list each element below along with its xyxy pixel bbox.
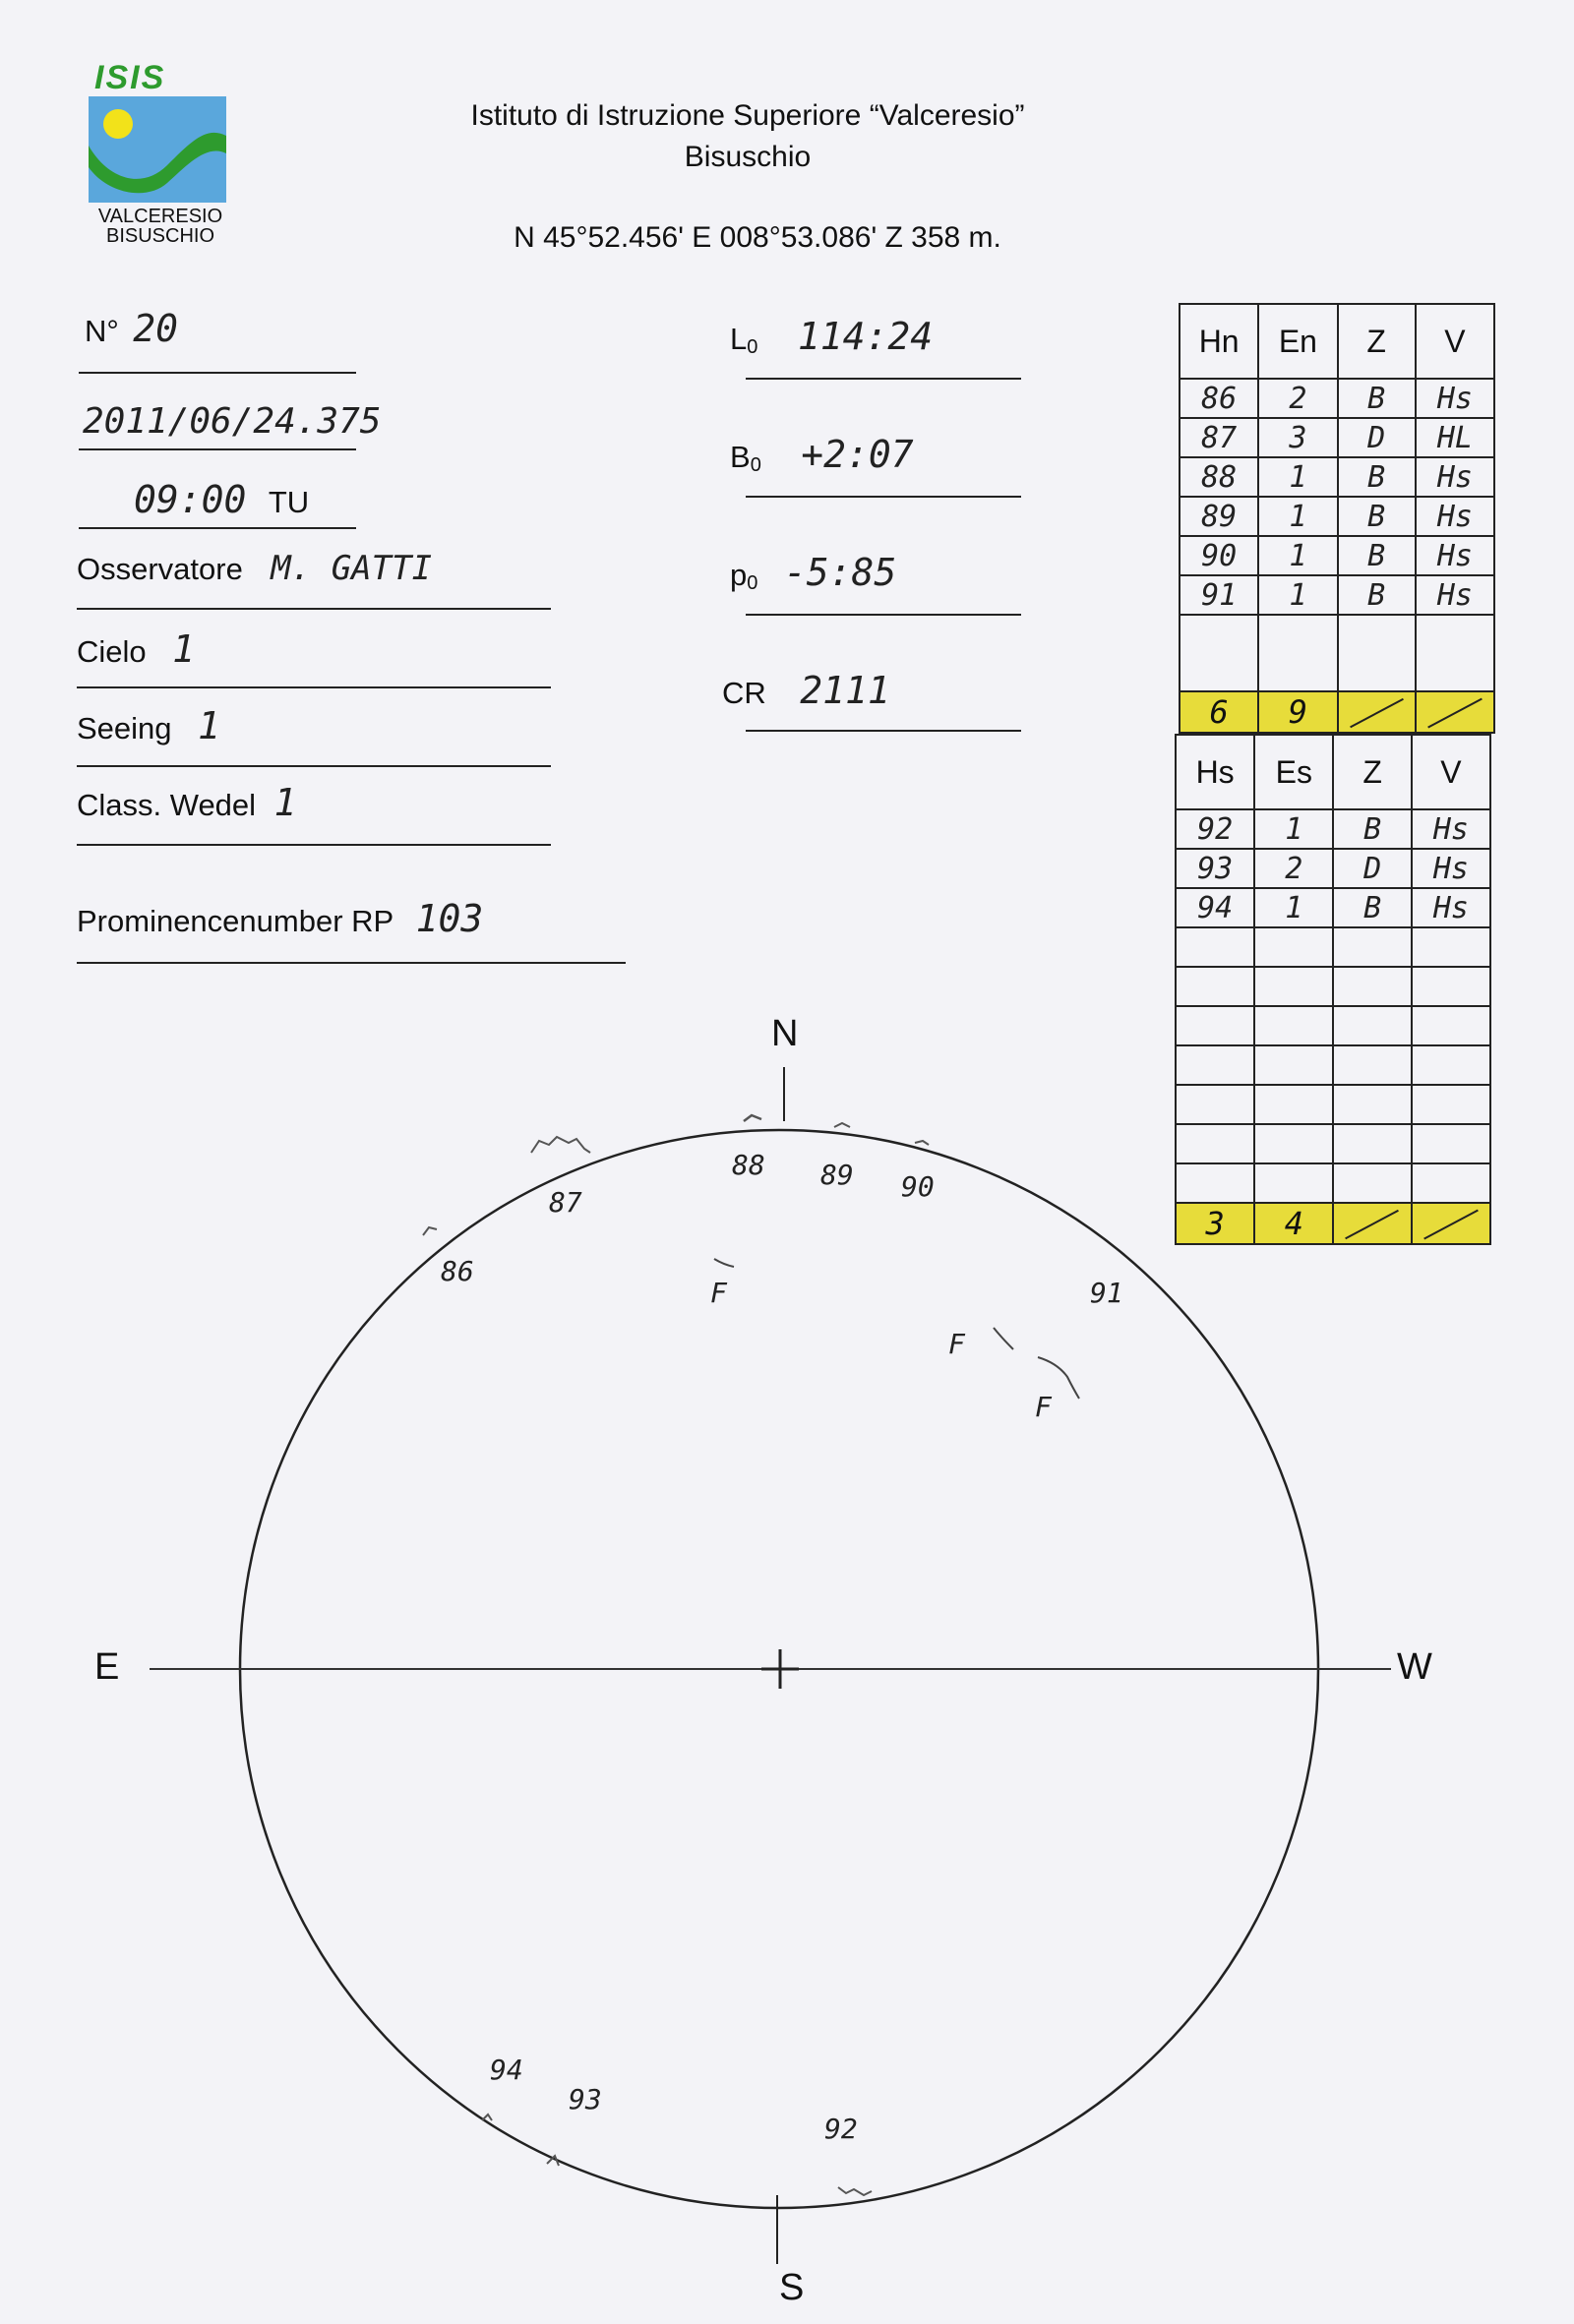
wedel-value: 1 (273, 781, 297, 824)
header-v: V (1412, 735, 1490, 809)
header-z: Z (1333, 735, 1411, 809)
prominence-label-89: 89 (820, 1159, 854, 1191)
sky-value: 1 (172, 627, 195, 671)
b0-subscript: 0 (750, 454, 761, 477)
prominence-label-94: 94 (490, 2054, 523, 2086)
l0-value: 114:24 (797, 315, 934, 358)
l0-subscript: 0 (747, 336, 758, 359)
filament-label: F (710, 1277, 727, 1309)
cr-label: CR (722, 676, 766, 710)
cell: B (1338, 536, 1416, 575)
cell: Hs (1416, 457, 1494, 497)
p0-value: -5:85 (783, 551, 897, 594)
institute-town: Bisuschio (684, 141, 812, 173)
observation-date: 2011/06/24.375 (83, 401, 382, 442)
cell: Hs (1416, 379, 1494, 418)
cell: B (1333, 809, 1411, 849)
prominence-sketch (834, 1123, 850, 1127)
header-es: Es (1254, 735, 1333, 809)
l0-label: L (730, 322, 748, 356)
station-coordinates: N 45°52.456' E 008°53.086' Z 358 m. (514, 221, 1001, 254)
prominence-label-87: 87 (549, 1186, 582, 1219)
time-unit: TU (268, 485, 310, 519)
cell: D (1333, 849, 1411, 888)
cell: 92 (1176, 809, 1254, 849)
cell: Hs (1416, 536, 1494, 575)
prominence-sketch (744, 1115, 761, 1121)
observer-label: Osservatore (77, 552, 243, 586)
filament-label: F (948, 1328, 965, 1360)
seeing-label: Seeing (77, 711, 172, 745)
cell: 1 (1258, 536, 1337, 575)
prominence-label-91: 91 (1090, 1277, 1123, 1309)
b0-value: +2:07 (801, 433, 914, 476)
cr-value: 2111 (800, 669, 890, 712)
cell: 2 (1254, 849, 1333, 888)
header-hs: Hs (1176, 735, 1254, 809)
filament-sketch (714, 1259, 734, 1267)
number-value: 20 (133, 307, 179, 350)
total-hn: 6 (1180, 691, 1258, 733)
cell: B (1333, 888, 1411, 927)
logo-line1: VALCERESIO (97, 206, 223, 227)
cell: 89 (1180, 497, 1258, 536)
cell: HL (1416, 418, 1494, 457)
total-es: 4 (1254, 1203, 1333, 1244)
compass-west: W (1397, 1646, 1432, 1688)
compass-south: S (779, 2267, 805, 2308)
p0-subscript: 0 (747, 572, 758, 595)
number-label: N° (85, 314, 119, 348)
cell: 3 (1258, 418, 1337, 457)
rp-label: Prominencenumber RP (77, 904, 394, 938)
logo-line2: BISUSCHIO (105, 225, 215, 247)
cell: 1 (1258, 575, 1337, 615)
logo-wordmark: ISIS (94, 59, 166, 96)
cell: 1 (1254, 888, 1333, 927)
compass-east: E (94, 1646, 120, 1688)
filament-sketch (994, 1328, 1013, 1349)
cell: Hs (1416, 575, 1494, 615)
prominence-sketch (423, 1227, 437, 1235)
time-value: 09:00 (134, 478, 247, 521)
p0-label: p (730, 558, 748, 592)
header-z: Z (1338, 304, 1416, 379)
prominence-sketch (838, 2187, 872, 2195)
filament-label: F (1035, 1391, 1052, 1423)
total-hs: 3 (1176, 1203, 1254, 1244)
header-hn: Hn (1180, 304, 1258, 379)
cell: 94 (1176, 888, 1254, 927)
cell: B (1338, 497, 1416, 536)
prominence-label-92: 92 (824, 2113, 858, 2145)
cell: 90 (1180, 536, 1258, 575)
cell: 1 (1254, 809, 1333, 849)
institute-name: Istituto di Istruzione Superiore “Valceresio” (470, 99, 1025, 132)
cell: B (1338, 457, 1416, 497)
sky-label: Cielo (77, 634, 147, 669)
cell: 91 (1180, 575, 1258, 615)
prominence-sketch (531, 1137, 590, 1153)
cell: 88 (1180, 457, 1258, 497)
compass-north: N (771, 1013, 799, 1054)
seeing-value: 1 (197, 704, 220, 747)
cell: 86 (1180, 379, 1258, 418)
cell: Hs (1412, 849, 1490, 888)
cell: Hs (1412, 809, 1490, 849)
observer-value: M. GATTI (271, 549, 433, 588)
total-en: 9 (1258, 691, 1337, 733)
header-en: En (1258, 304, 1337, 379)
cell: 93 (1176, 849, 1254, 888)
cell: B (1338, 575, 1416, 615)
cell: B (1338, 379, 1416, 418)
prominence-label-93: 93 (569, 2083, 602, 2115)
cell: D (1338, 418, 1416, 457)
prominence-label-90: 90 (901, 1170, 935, 1203)
wedel-label: Class. Wedel (77, 788, 257, 822)
prominence-label-86: 86 (441, 1255, 474, 1287)
cell: Hs (1412, 888, 1490, 927)
cell: 87 (1180, 418, 1258, 457)
cell: 1 (1258, 457, 1337, 497)
rp-value: 103 (415, 897, 484, 940)
b0-label: B (730, 440, 751, 474)
prominence-label-88: 88 (732, 1149, 765, 1181)
prominence-sketch (482, 2115, 492, 2120)
cell: 1 (1258, 497, 1337, 536)
prominence-sketch (915, 1141, 929, 1145)
header-v: V (1416, 304, 1494, 379)
cell: Hs (1416, 497, 1494, 536)
cell: 2 (1258, 379, 1337, 418)
